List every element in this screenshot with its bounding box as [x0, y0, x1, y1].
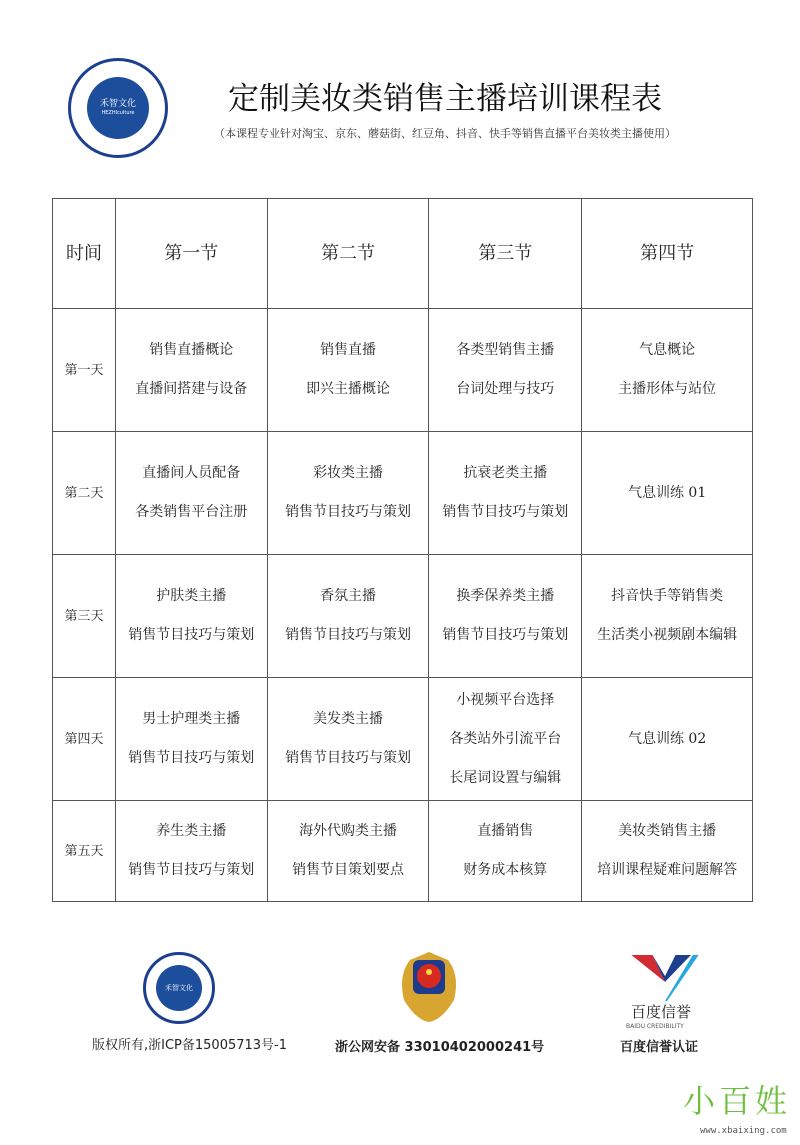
session-cell — [267, 309, 429, 432]
session-cell — [115, 309, 267, 432]
session-line: 销售节目技巧与策划 — [128, 862, 255, 878]
session-line: 气息概论 — [639, 342, 696, 358]
session-line: 培训课程疑难问题解答 — [597, 862, 738, 878]
session-line: 销售节目技巧与策划 — [442, 504, 569, 520]
session-cell — [582, 555, 753, 678]
session-line: 销售节目技巧与策划 — [442, 627, 569, 643]
session-line: 财务成本核算 — [463, 862, 548, 878]
session-cell — [267, 678, 429, 801]
header-cell: 时间 — [53, 199, 116, 309]
session-line: 销售节目技巧与策划 — [128, 750, 255, 766]
footer-logo-text: 禾智文化 — [165, 983, 193, 992]
session-line: 销售直播 — [320, 342, 377, 358]
session-cell — [429, 801, 582, 902]
page-subtitle: （本课程专业针对淘宝、京东、蘑菇街、红豆角、抖音、快手等销售直播平台美妆类主播使用） — [214, 127, 676, 140]
session-line: 各类销售平台注册 — [135, 504, 248, 520]
session-line: 养生类主播 — [156, 823, 227, 839]
session-cell — [115, 801, 267, 902]
table-row — [53, 678, 753, 801]
session-cell — [582, 309, 753, 432]
session-cell — [115, 555, 267, 678]
day-cell: 第一天 — [53, 309, 116, 432]
session-cell — [115, 432, 267, 555]
session-line: 抗衰老类主播 — [463, 465, 548, 481]
baidu-logo-en: BAIDU CREDIBILITY — [626, 1023, 684, 1030]
session-cell — [115, 678, 267, 801]
session-line: 各类型销售主播 — [456, 342, 555, 358]
watermark: 小百姓 — [683, 1082, 792, 1120]
session-line: 台词处理与技巧 — [456, 381, 555, 397]
table-row — [53, 432, 753, 555]
header-cell: 第一节 — [115, 199, 267, 309]
day-cell: 第五天 — [53, 801, 116, 902]
page-title: 定制美妆类销售主播培训课程表 — [228, 81, 662, 117]
session-cell — [429, 309, 582, 432]
session-line: 各类站外引流平台 — [449, 730, 562, 747]
session-line: 彩妆类主播 — [313, 465, 384, 481]
table-row — [53, 555, 753, 678]
session-line: 直播销售 — [477, 823, 534, 839]
session-line: 销售节目策划要点 — [292, 862, 405, 878]
session-line: 销售节目技巧与策划 — [285, 627, 412, 643]
session-line: 换季保养类主播 — [456, 588, 555, 604]
session-cell — [429, 555, 582, 678]
header-cell: 第二节 — [267, 199, 429, 309]
session-line: 销售节目技巧与策划 — [285, 750, 412, 766]
baidu-credibility-logo-icon — [630, 955, 700, 1003]
session-line: 美发类主播 — [313, 711, 384, 727]
baidu-cert-text: 百度信誉认证 — [620, 1040, 699, 1055]
session-line: 即兴主播概论 — [306, 381, 391, 397]
logo-text: 禾智文化 — [99, 99, 136, 109]
day-cell: 第二天 — [53, 432, 116, 555]
schedule-table — [52, 198, 753, 902]
session-cell — [582, 801, 753, 902]
session-line: 美妆类销售主播 — [618, 823, 717, 839]
session-line: 销售直播概论 — [149, 342, 234, 358]
day-cell: 第四天 — [53, 678, 116, 801]
table-row — [53, 309, 753, 432]
session-cell — [267, 432, 429, 555]
session-line: 小视频平台选择 — [456, 691, 555, 708]
icp-text: 版权所有,浙ICP备15005713号-1 — [92, 1038, 288, 1053]
session-line: 气息训练 02 — [627, 730, 707, 747]
session-line: 抖音快手等销售类 — [611, 588, 724, 604]
session-line: 直播间人员配备 — [142, 465, 241, 481]
session-cell — [267, 801, 429, 902]
session-cell — [267, 555, 429, 678]
session-line: 销售节目技巧与策划 — [285, 504, 412, 520]
day-cell: 第三天 — [53, 555, 116, 678]
session-line: 直播间搭建与设备 — [135, 381, 248, 397]
header-row — [53, 199, 753, 309]
baidu-logo-text: 百度信誉 — [631, 1003, 692, 1021]
session-cell — [429, 678, 582, 801]
police-record-text: 浙公网安备 33010402000241号 — [335, 1040, 545, 1055]
session-line: 气息训练 01 — [627, 484, 707, 501]
session-line: 生活类小视频剧本编辑 — [597, 627, 738, 643]
logo-sub: HEZHIculture — [101, 110, 135, 116]
session-line: 护肤类主播 — [156, 588, 227, 604]
footer-logo — [143, 952, 215, 1024]
session-line: 香氛主播 — [320, 588, 377, 604]
header-cell: 第三节 — [429, 199, 582, 309]
company-logo — [68, 58, 168, 158]
session-line: 男士护理类主播 — [142, 711, 241, 727]
police-emblem-icon — [398, 950, 460, 1022]
session-line: 海外代购类主播 — [299, 823, 398, 839]
watermark-url: www.xbaixing.com — [700, 1126, 787, 1136]
session-line: 销售节目技巧与策划 — [128, 627, 255, 643]
session-line: 长尾词设置与编辑 — [449, 769, 562, 786]
session-cell — [582, 678, 753, 801]
header-cell: 第四节 — [582, 199, 753, 309]
session-line: 主播形体与站位 — [618, 381, 717, 397]
session-cell — [582, 432, 753, 555]
session-cell — [429, 432, 582, 555]
table-row — [53, 801, 753, 902]
